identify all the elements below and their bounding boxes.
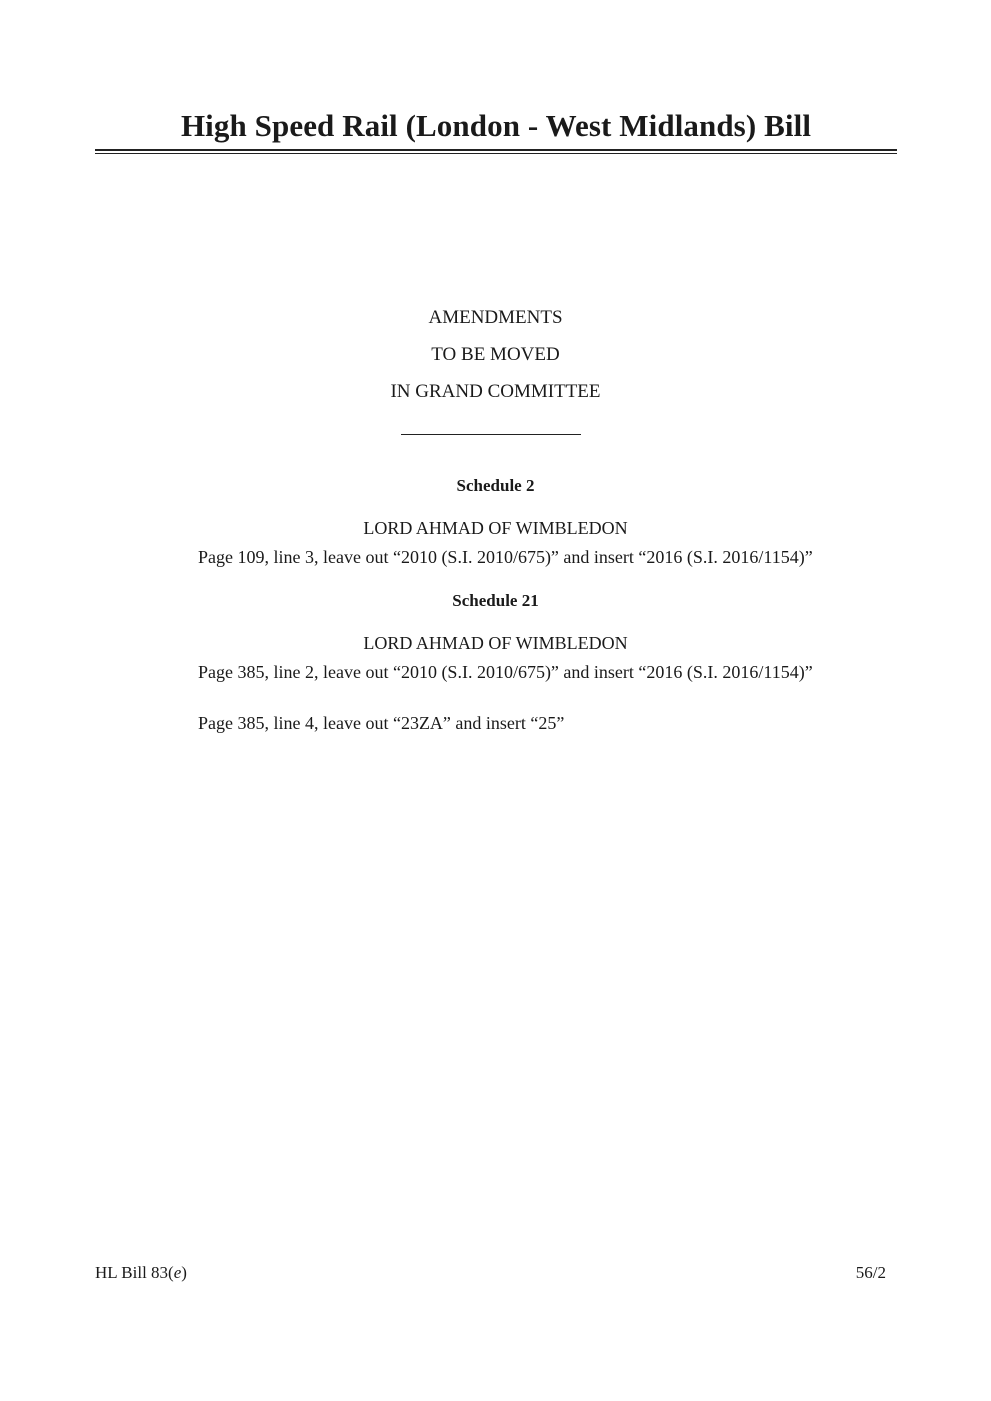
amendment-mover: LORD AHMAD OF WIMBLEDON [363,633,628,653]
page-reference: 56/2 [855,1263,886,1282]
title-rule-thin [95,153,897,154]
title-rule-thick [95,149,897,151]
bill-reference [95,1262,187,1284]
schedule-heading: Schedule 21 [452,591,539,610]
bill-reference-suffix: ) [181,1263,187,1282]
heading-in-grand-committee: IN GRAND COMMITTEE [390,381,601,402]
heading-to-be-moved: TO BE MOVED [431,344,560,365]
amendment-text: Page 385, line 2, leave out “2010 (S.I. 2010/675)” and insert “2016 (S.I. 2016/1154)” [198,662,813,682]
bill-title: High Speed Rail (London - West Midlands) Bill [180,108,812,143]
bill-reference-prefix: HL Bill 83( [95,1263,174,1282]
bill-reference-letter: e [173,1263,182,1282]
heading-amendments: AMENDMENTS [428,307,563,328]
heading-divider [401,434,581,435]
schedule-heading: Schedule 2 [456,476,535,495]
amendment-mover: LORD AHMAD OF WIMBLEDON [363,518,628,538]
amendment-text: Page 385, line 4, leave out “23ZA” and insert “25” [198,713,565,733]
amendment-text: Page 109, line 3, leave out “2010 (S.I. 2010/675)” and insert “2016 (S.I. 2016/1154)” [198,547,813,567]
